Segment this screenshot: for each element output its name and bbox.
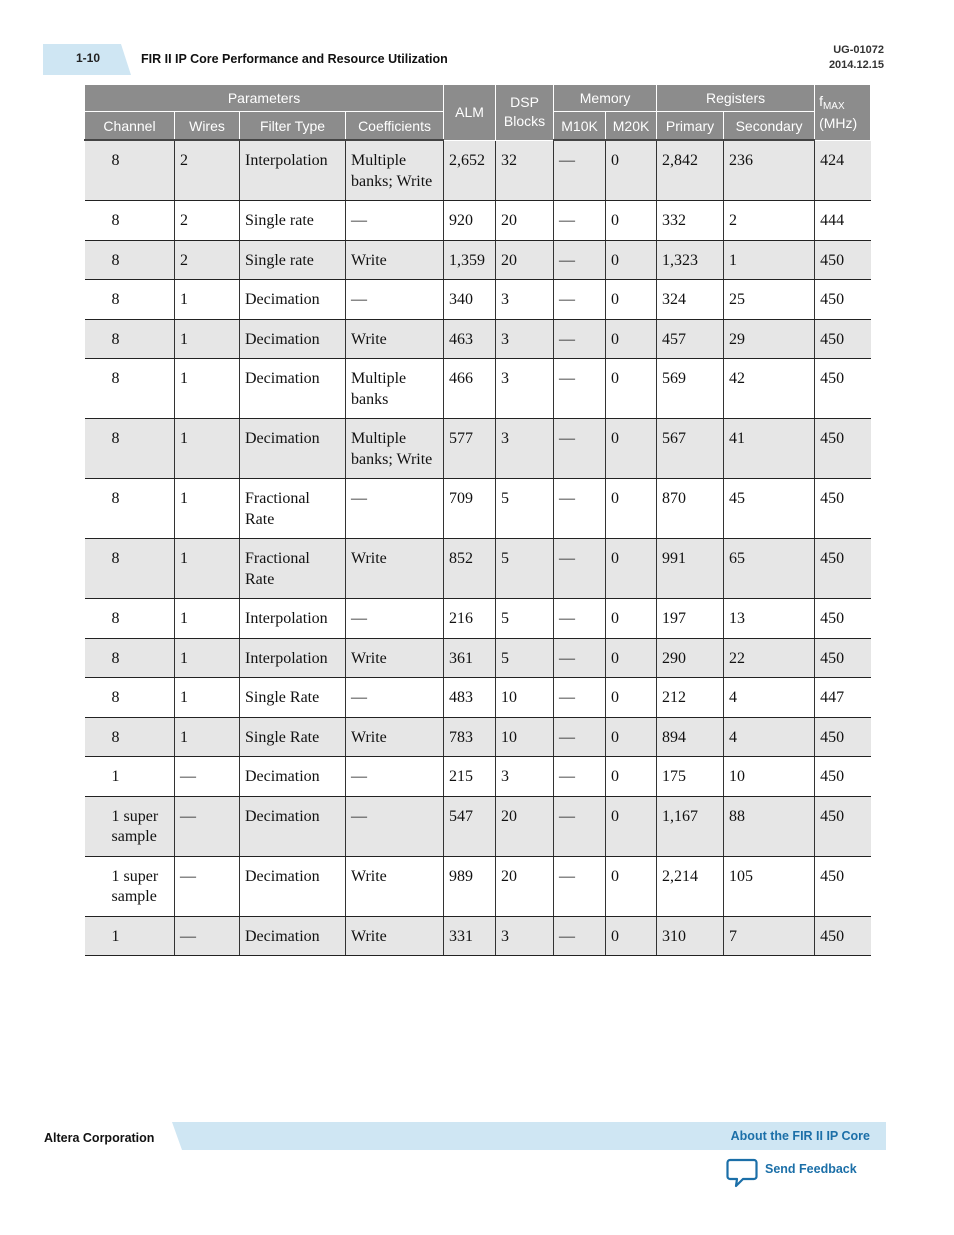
fmax-cell: 450 (815, 717, 871, 757)
send-feedback-label: Send Feedback (765, 1162, 857, 1176)
fmax-header: $f_{MAX}$ (MHz) (815, 85, 871, 141)
filter-type-cell: Interpolation (240, 638, 346, 678)
secondary-registers-cell: 1 (724, 240, 815, 280)
wires-cell: 1 (175, 479, 240, 539)
alm-cell: 989 (444, 856, 496, 916)
m10k-cell: — (554, 359, 606, 419)
secondary-registers-cell: 22 (724, 638, 815, 678)
table-row (85, 140, 871, 201)
dsp-blocks-cell: 20 (496, 796, 554, 856)
fmax-cell: 424 (815, 140, 871, 201)
table-row (85, 599, 871, 639)
primary-registers-cell: 569 (657, 359, 724, 419)
alm-cell: 331 (444, 916, 496, 956)
secondary-registers-cell: 88 (724, 796, 815, 856)
primary-registers-cell: 894 (657, 717, 724, 757)
filter-type-cell: Fractional Rate (240, 539, 346, 599)
secondary-registers-cell: 45 (724, 479, 815, 539)
channel-cell: 8 (85, 539, 175, 599)
fmax-cell: 447 (815, 678, 871, 718)
dsp-blocks-cell: 3 (496, 359, 554, 419)
wires-cell: 1 (175, 319, 240, 359)
fmax-cell: 450 (815, 856, 871, 916)
alm-header: ALM (444, 85, 496, 141)
coefficients-cell: Write (346, 916, 444, 956)
secondary-header: Secondary (724, 112, 815, 141)
m10k-cell: — (554, 717, 606, 757)
fmax-cell: 450 (815, 419, 871, 479)
coefficients-cell: Write (346, 638, 444, 678)
coefficients-cell: — (346, 599, 444, 639)
resource-utilization-table (84, 84, 871, 956)
filter-type-cell: Decimation (240, 359, 346, 419)
alm-cell: 709 (444, 479, 496, 539)
m20k-header: M20K (606, 112, 657, 141)
filter-type-cell: Interpolation (240, 140, 346, 201)
coefficients-cell: — (346, 678, 444, 718)
coefficients-header: Coefficients (346, 112, 444, 141)
primary-registers-cell: 567 (657, 419, 724, 479)
doc-meta (829, 43, 884, 73)
secondary-registers-cell: 65 (724, 539, 815, 599)
table-row (85, 359, 871, 419)
m20k-cell: 0 (606, 359, 657, 419)
channel-cell: 1 (85, 757, 175, 797)
fmax-cell: 444 (815, 201, 871, 241)
m20k-cell: 0 (606, 757, 657, 797)
m20k-cell: 0 (606, 717, 657, 757)
primary-registers-cell: 332 (657, 201, 724, 241)
fmax-cell: 450 (815, 638, 871, 678)
speech-bubble-icon (726, 1158, 758, 1188)
table-row (85, 796, 871, 856)
alm-cell: 215 (444, 757, 496, 797)
dsp-blocks-header: DSP Blocks (496, 85, 554, 141)
dsp-blocks-cell: 3 (496, 280, 554, 320)
alm-cell: 920 (444, 201, 496, 241)
dsp-blocks-cell: 10 (496, 717, 554, 757)
alm-cell: 783 (444, 717, 496, 757)
m10k-cell: — (554, 419, 606, 479)
fmax-cell: 450 (815, 916, 871, 956)
m10k-cell: — (554, 599, 606, 639)
m20k-cell: 0 (606, 419, 657, 479)
m20k-cell: 0 (606, 856, 657, 916)
m20k-cell: 0 (606, 796, 657, 856)
channel-header: Channel (85, 112, 175, 141)
section-link[interactable]: About the FIR II IP Core (730, 1129, 870, 1143)
m20k-cell: 0 (606, 678, 657, 718)
wires-cell: 2 (175, 140, 240, 201)
filter-type-cell: Decimation (240, 916, 346, 956)
primary-registers-cell: 175 (657, 757, 724, 797)
m10k-cell: — (554, 638, 606, 678)
m10k-cell: — (554, 201, 606, 241)
filter-type-cell: Single rate (240, 240, 346, 280)
channel-cell: 8 (85, 599, 175, 639)
m20k-cell: 0 (606, 240, 657, 280)
table-row (85, 240, 871, 280)
m20k-cell: 0 (606, 916, 657, 956)
table-row (85, 280, 871, 320)
dsp-blocks-cell: 3 (496, 319, 554, 359)
wires-cell: 1 (175, 539, 240, 599)
secondary-registers-cell: 2 (724, 201, 815, 241)
secondary-registers-cell: 29 (724, 319, 815, 359)
coefficients-cell: Write (346, 717, 444, 757)
secondary-registers-cell: 41 (724, 419, 815, 479)
secondary-registers-cell: 105 (724, 856, 815, 916)
dsp-blocks-cell: 3 (496, 419, 554, 479)
primary-registers-cell: 212 (657, 678, 724, 718)
m20k-cell: 0 (606, 201, 657, 241)
page-number: 1-10 (76, 51, 101, 65)
filter-type-cell: Single rate (240, 201, 346, 241)
channel-cell: 1 (85, 916, 175, 956)
table-row (85, 319, 871, 359)
secondary-registers-cell: 4 (724, 717, 815, 757)
primary-registers-cell: 1,167 (657, 796, 724, 856)
alm-cell: 340 (444, 280, 496, 320)
company-name: Altera Corporation (44, 1131, 155, 1145)
table-body (85, 140, 871, 956)
wires-cell: 1 (175, 280, 240, 320)
wires-cell: — (175, 796, 240, 856)
fmax-cell: 450 (815, 599, 871, 639)
filter-type-cell: Decimation (240, 757, 346, 797)
filter-type-cell: Fractional Rate (240, 479, 346, 539)
coefficients-cell: — (346, 796, 444, 856)
wires-cell: 1 (175, 638, 240, 678)
alm-cell: 852 (444, 539, 496, 599)
fmax-cell: 450 (815, 539, 871, 599)
filter-type-cell: Interpolation (240, 599, 346, 639)
dsp-blocks-cell: 5 (496, 599, 554, 639)
wires-cell: 2 (175, 240, 240, 280)
channel-cell: 1 super sample (85, 796, 175, 856)
primary-registers-cell: 870 (657, 479, 724, 539)
channel-cell: 8 (85, 479, 175, 539)
secondary-registers-cell: 13 (724, 599, 815, 639)
secondary-registers-cell: 42 (724, 359, 815, 419)
fmax-cell: 450 (815, 240, 871, 280)
fmax-cell: 450 (815, 796, 871, 856)
secondary-registers-cell: 4 (724, 678, 815, 718)
alm-cell: 466 (444, 359, 496, 419)
filter-type-cell: Decimation (240, 856, 346, 916)
filter-type-header: Filter Type (240, 112, 346, 141)
wires-cell: 1 (175, 359, 240, 419)
primary-registers-cell: 324 (657, 280, 724, 320)
primary-registers-cell: 197 (657, 599, 724, 639)
secondary-registers-cell: 236 (724, 140, 815, 201)
wires-cell: — (175, 757, 240, 797)
m10k-cell: — (554, 140, 606, 201)
table-row (85, 539, 871, 599)
channel-cell: 8 (85, 140, 175, 201)
dsp-blocks-cell: 3 (496, 916, 554, 956)
secondary-registers-cell: 25 (724, 280, 815, 320)
m10k-cell: — (554, 539, 606, 599)
memory-header: Memory (554, 85, 657, 112)
m20k-cell: 0 (606, 539, 657, 599)
table-row (85, 201, 871, 241)
m10k-cell: — (554, 856, 606, 916)
primary-registers-cell: 457 (657, 319, 724, 359)
channel-cell: 8 (85, 280, 175, 320)
wires-cell: 2 (175, 201, 240, 241)
filter-type-cell: Single Rate (240, 717, 346, 757)
channel-cell: 8 (85, 201, 175, 241)
channel-cell: 8 (85, 717, 175, 757)
doc-date: 2014.12.15 (828, 59, 884, 71)
m10k-cell: — (554, 240, 606, 280)
alm-cell: 547 (444, 796, 496, 856)
filter-type-cell: Decimation (240, 419, 346, 479)
fmax-cell: 450 (815, 479, 871, 539)
m10k-cell: — (554, 280, 606, 320)
dsp-blocks-cell: 10 (496, 678, 554, 718)
wires-cell: — (175, 916, 240, 956)
wires-cell: — (175, 856, 240, 916)
fmax-cell: 450 (815, 359, 871, 419)
primary-registers-cell: 2,214 (657, 856, 724, 916)
m20k-cell: 0 (606, 280, 657, 320)
channel-cell: 8 (85, 638, 175, 678)
dsp-blocks-cell: 5 (496, 539, 554, 599)
m10k-cell: — (554, 678, 606, 718)
coefficients-cell: — (346, 201, 444, 241)
alm-cell: 577 (444, 419, 496, 479)
coefficients-cell: Multiple banks (346, 359, 444, 419)
primary-registers-cell: 1,323 (657, 240, 724, 280)
doc-id: UG-01072 (833, 44, 884, 56)
secondary-registers-cell: 7 (724, 916, 815, 956)
table-row (85, 638, 871, 678)
fmax-cell: 450 (815, 757, 871, 797)
m10k-cell: — (554, 916, 606, 956)
m10k-header: M10K (554, 112, 606, 141)
alm-cell: 483 (444, 678, 496, 718)
alm-cell: 1,359 (444, 240, 496, 280)
channel-cell: 8 (85, 678, 175, 718)
secondary-registers-cell: 10 (724, 757, 815, 797)
parameters-header: Parameters (85, 85, 444, 112)
coefficients-cell: Write (346, 856, 444, 916)
page-title: FIR II IP Core Performance and Resource Utilization (141, 52, 448, 66)
m10k-cell: — (554, 319, 606, 359)
dsp-blocks-cell: 3 (496, 757, 554, 797)
primary-registers-cell: 2,842 (657, 140, 724, 201)
dsp-blocks-cell: 20 (496, 856, 554, 916)
wires-header: Wires (175, 112, 240, 141)
wires-cell: 1 (175, 419, 240, 479)
primary-header: Primary (657, 112, 724, 141)
filter-type-cell: Single Rate (240, 678, 346, 718)
fmax-cell: 450 (815, 319, 871, 359)
table-row (85, 678, 871, 718)
channel-cell: 8 (85, 419, 175, 479)
primary-registers-cell: 991 (657, 539, 724, 599)
alm-cell: 2,652 (444, 140, 496, 201)
dsp-blocks-cell: 20 (496, 240, 554, 280)
primary-registers-cell: 290 (657, 638, 724, 678)
coefficients-cell: Multiple banks; Write (346, 419, 444, 479)
filter-type-cell: Decimation (240, 319, 346, 359)
wires-cell: 1 (175, 678, 240, 718)
alm-cell: 463 (444, 319, 496, 359)
coefficients-cell: — (346, 280, 444, 320)
m20k-cell: 0 (606, 599, 657, 639)
m10k-cell: — (554, 479, 606, 539)
table-row (85, 479, 871, 539)
channel-cell: 8 (85, 240, 175, 280)
channel-cell: 8 (85, 319, 175, 359)
dsp-blocks-cell: 32 (496, 140, 554, 201)
dsp-blocks-cell: 5 (496, 638, 554, 678)
table-row (85, 856, 871, 916)
channel-cell: 8 (85, 359, 175, 419)
filter-type-cell: Decimation (240, 796, 346, 856)
coefficients-cell: Write (346, 539, 444, 599)
m20k-cell: 0 (606, 479, 657, 539)
wires-cell: 1 (175, 599, 240, 639)
alm-cell: 361 (444, 638, 496, 678)
coefficients-cell: Write (346, 240, 444, 280)
filter-type-cell: Decimation (240, 280, 346, 320)
coefficients-cell: Multiple banks; Write (346, 140, 444, 201)
wires-cell: 1 (175, 717, 240, 757)
coefficients-cell: — (346, 757, 444, 797)
coefficients-cell: — (346, 479, 444, 539)
alm-cell: 216 (444, 599, 496, 639)
table-row (85, 757, 871, 797)
table-row (85, 419, 871, 479)
primary-registers-cell: 310 (657, 916, 724, 956)
m20k-cell: 0 (606, 638, 657, 678)
dsp-blocks-cell: 20 (496, 201, 554, 241)
dsp-blocks-cell: 5 (496, 479, 554, 539)
m10k-cell: — (554, 796, 606, 856)
m10k-cell: — (554, 757, 606, 797)
m20k-cell: 0 (606, 319, 657, 359)
fmax-cell: 450 (815, 280, 871, 320)
table-row (85, 916, 871, 956)
channel-cell: 1 super sample (85, 856, 175, 916)
registers-header: Registers (657, 85, 815, 112)
m20k-cell: 0 (606, 140, 657, 201)
coefficients-cell: Write (346, 319, 444, 359)
table-row (85, 717, 871, 757)
